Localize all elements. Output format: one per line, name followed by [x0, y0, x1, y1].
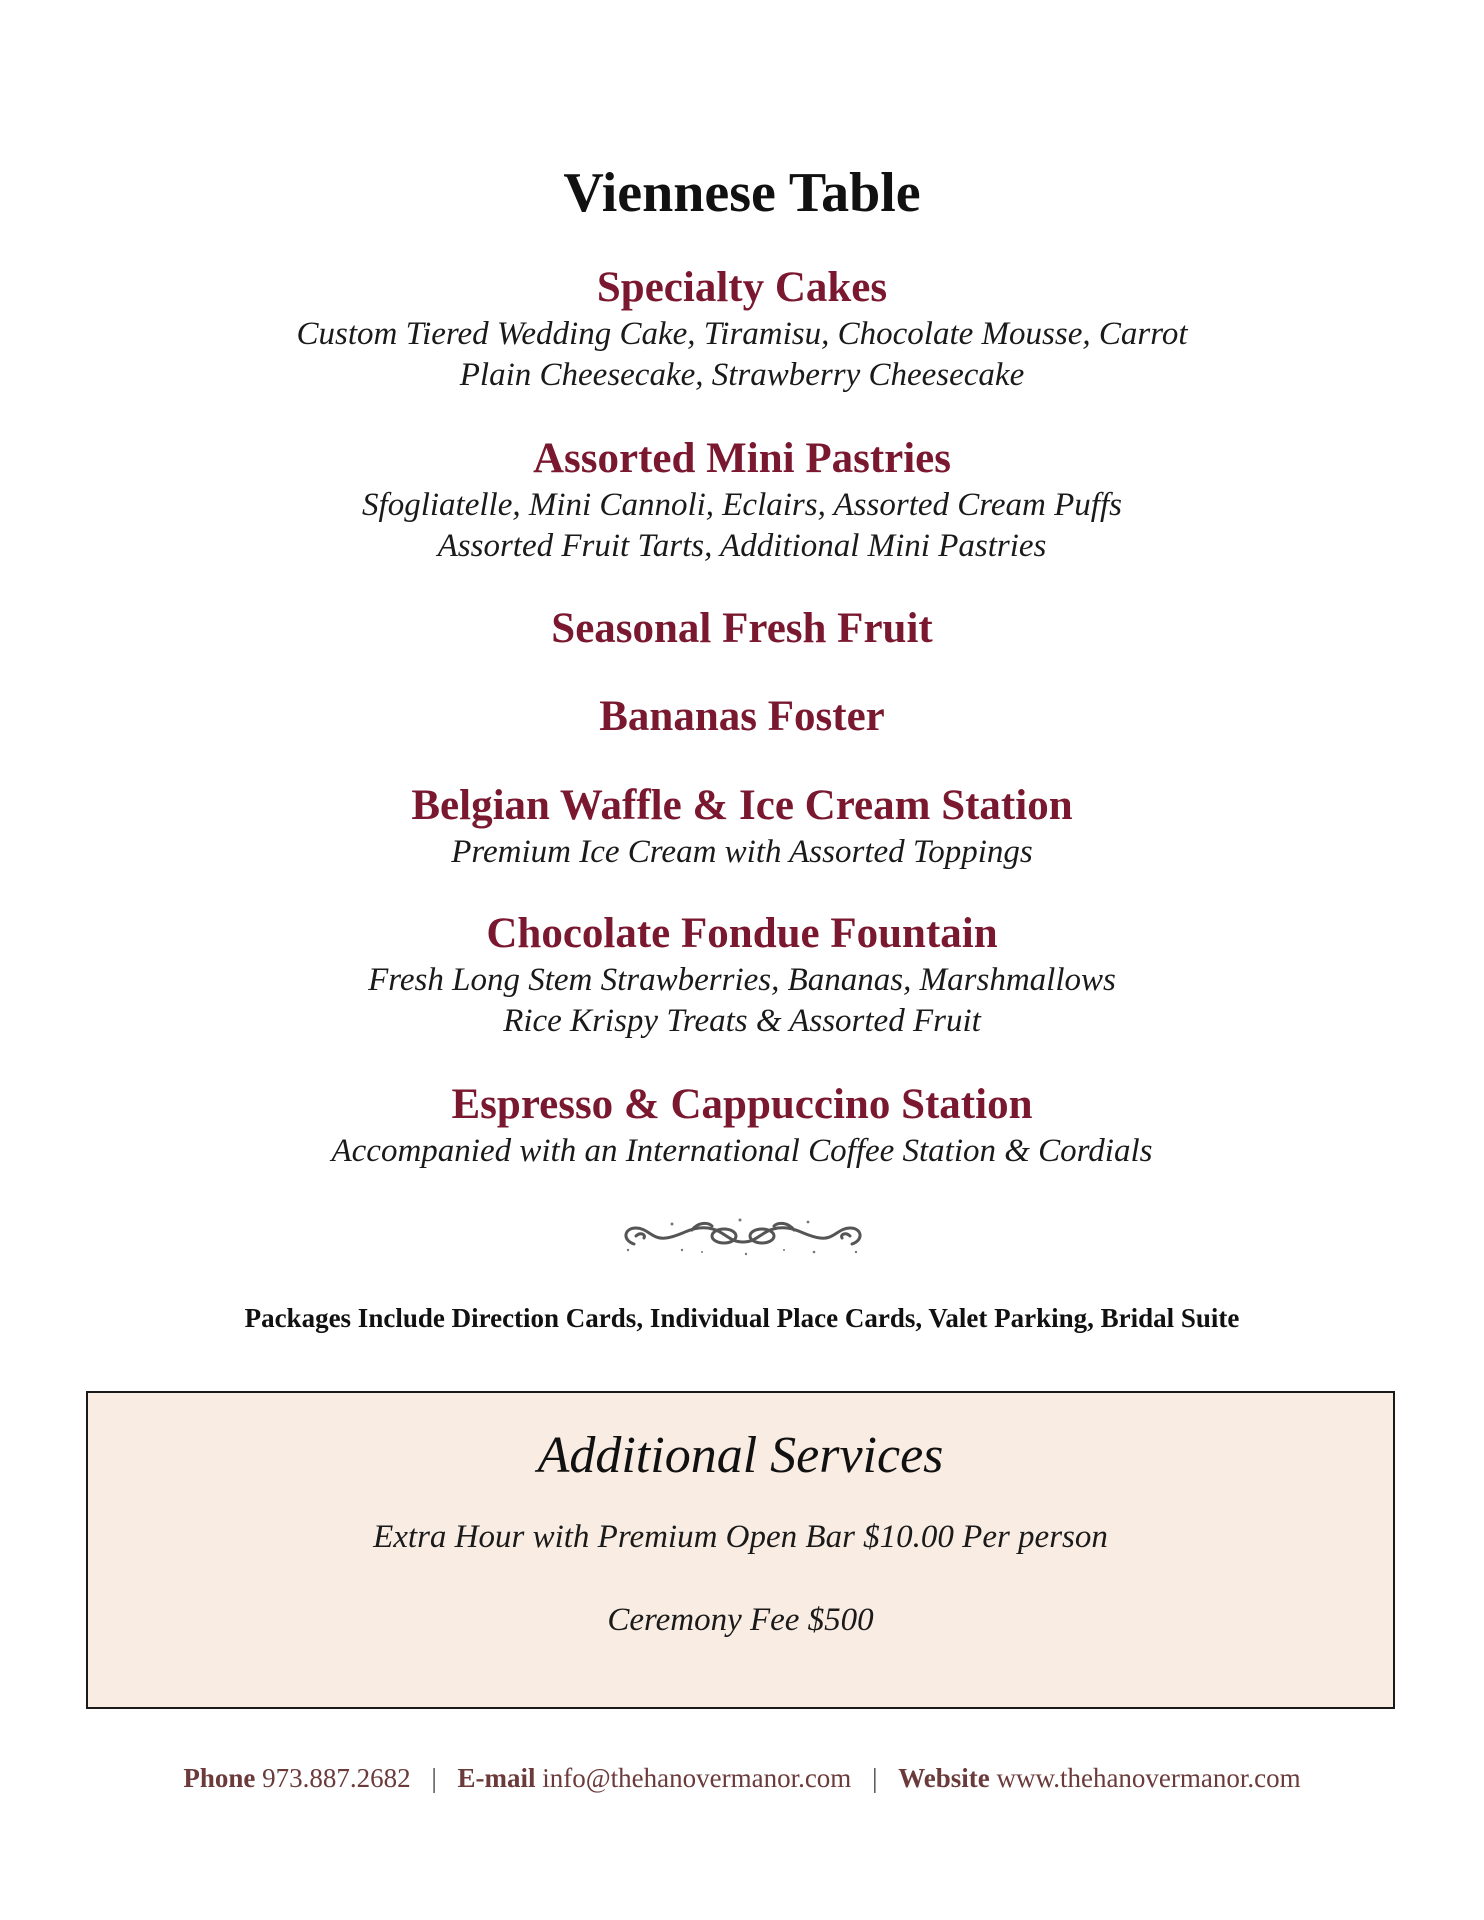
website-label: Website — [898, 1763, 990, 1793]
additional-services-title: Additional Services — [537, 1427, 944, 1484]
section-items: Assorted Fruit Tarts, Additional Mini Pastries — [437, 528, 1047, 564]
section-items: Plain Cheesecake, Strawberry Cheesecake — [459, 357, 1025, 393]
menu-section — [0, 603, 1484, 655]
section-title: Belgian Waffle & Ice Cream Station — [411, 782, 1073, 829]
menu-section — [0, 780, 1484, 873]
menu-section — [0, 691, 1484, 743]
phone-label: Phone — [183, 1763, 256, 1793]
phone-number[interactable]: 973.887.2682 — [262, 1763, 411, 1793]
contact-footer — [0, 1760, 1484, 1796]
service-item: Ceremony Fee $500 — [607, 1602, 874, 1638]
section-title: Espresso & Cappuccino Station — [451, 1081, 1033, 1128]
section-items: Fresh Long Stem Strawberries, Bananas, Marshmallows — [368, 962, 1116, 998]
section-items: Premium Ice Cream with Assorted Toppings — [451, 834, 1033, 870]
menu-section — [0, 908, 1484, 1042]
footer-separator: | — [431, 1763, 437, 1793]
section-title: Chocolate Fondue Fountain — [486, 910, 998, 957]
section-title: Seasonal Fresh Fruit — [551, 605, 933, 652]
website-link[interactable]: www.thehanovermanor.com — [996, 1763, 1301, 1793]
email-label: E-mail — [457, 1763, 536, 1793]
section-items: Sfogliatelle, Mini Cannoli, Eclairs, Assorted Cream Puffs — [362, 487, 1122, 523]
page-title: Viennese Table — [563, 162, 921, 224]
menu-section — [0, 433, 1484, 567]
menu-section — [0, 262, 1484, 396]
scroll-flourish-icon — [612, 1210, 874, 1264]
footer-separator: | — [872, 1763, 878, 1793]
section-title: Bananas Foster — [599, 693, 885, 740]
section-title: Assorted Mini Pastries — [533, 435, 951, 482]
menu-section — [0, 1079, 1484, 1172]
email-link[interactable]: info@thehanovermanor.com — [542, 1763, 852, 1793]
section-items: Custom Tiered Wedding Cake, Tiramisu, Chocolate Mousse, Carrot — [296, 316, 1188, 352]
service-item: Extra Hour with Premium Open Bar $10.00 Per person — [373, 1519, 1108, 1555]
packages-note: Packages Include Direction Cards, Individual Place Cards, Valet Parking, Bridal Suite — [244, 1303, 1240, 1333]
section-title: Specialty Cakes — [596, 264, 888, 311]
additional-services-box — [86, 1391, 1395, 1709]
section-items: Rice Krispy Treats & Assorted Fruit — [503, 1003, 981, 1039]
section-items: Accompanied with an International Coffee Station & Cordials — [331, 1133, 1153, 1169]
